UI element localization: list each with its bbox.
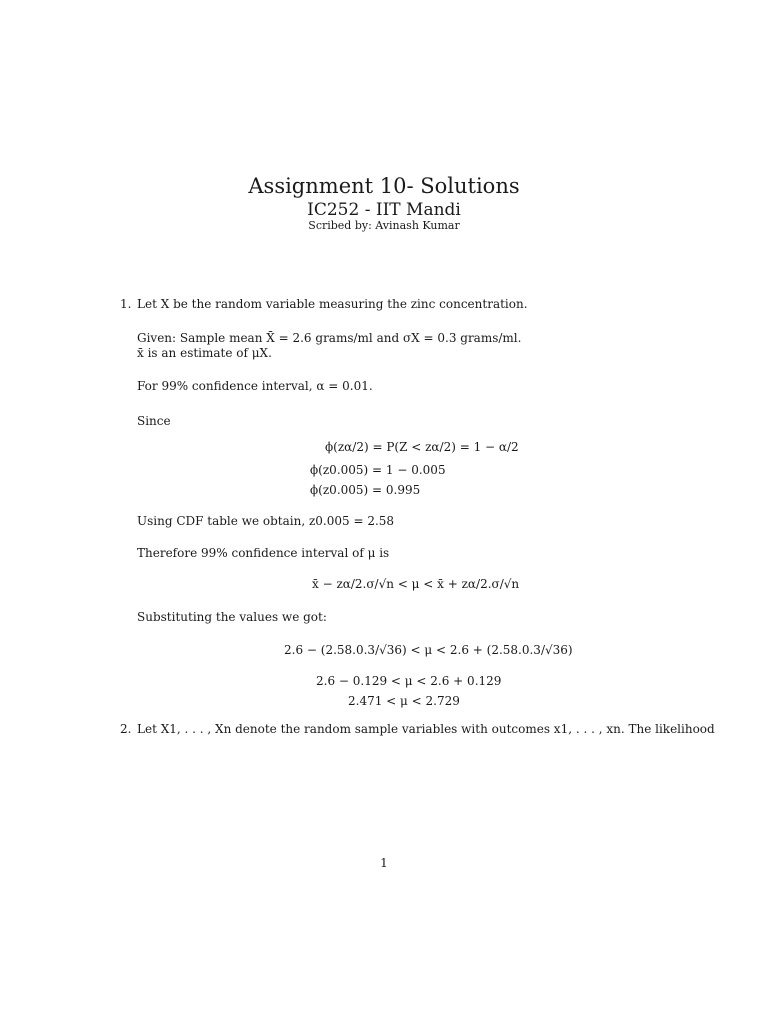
scribe-line: Scribed by: Avinash Kumar [308, 219, 460, 232]
problem-1-substituting: Substituting the values we got: [137, 610, 327, 624]
problem-2-number: 2. [120, 722, 132, 736]
equation-confidence-interval: x̄ − zα/2.σ/√n < μ < x̄ + zα/2.σ/√n [312, 577, 520, 591]
equation-phi-value: ϕ(z0.005) = 0.995 [310, 483, 421, 497]
equation-phi-step: ϕ(z0.005) = 1 − 0.005 [310, 463, 446, 477]
course-subtitle: IC252 - IIT Mandi [307, 200, 461, 220]
problem-1-number: 1. [120, 297, 132, 311]
problem-1-intro: Let X be the random variable measuring the zinc concentration. [137, 297, 528, 311]
problem-2-intro: Let X1, . . . , Xn denote the random sample variables with outcomes x1, . . . , xn. The likelihood [137, 722, 715, 736]
problem-1-estimate: x̄ is an estimate of μX. [137, 346, 272, 360]
problem-1-confidence: For 99% confidence interval, α = 0.01. [137, 379, 373, 393]
problem-1-therefore: Therefore 99% confidence interval of μ is [137, 546, 390, 560]
equation-phi-definition: ϕ(zα/2) = P(Z < zα/2) = 1 − α/2 [325, 440, 519, 454]
problem-1-cdf: Using CDF table we obtain, z0.005 = 2.58 [137, 514, 395, 528]
equation-substituted: 2.6 − (2.58.0.3/√36) < μ < 2.6 + (2.58.0.3/√36) [284, 643, 573, 657]
document-title: Assignment 10- Solutions [248, 174, 520, 198]
problem-1-given: Given: Sample mean X̄ = 2.6 grams/ml and σX = 0.3 grams/ml. [137, 331, 522, 345]
page-number: 1 [380, 856, 388, 870]
equation-simplified: 2.6 − 0.129 < μ < 2.6 + 0.129 [316, 674, 502, 688]
problem-1-since: Since [137, 414, 171, 428]
equation-result: 2.471 < μ < 2.729 [348, 694, 460, 708]
